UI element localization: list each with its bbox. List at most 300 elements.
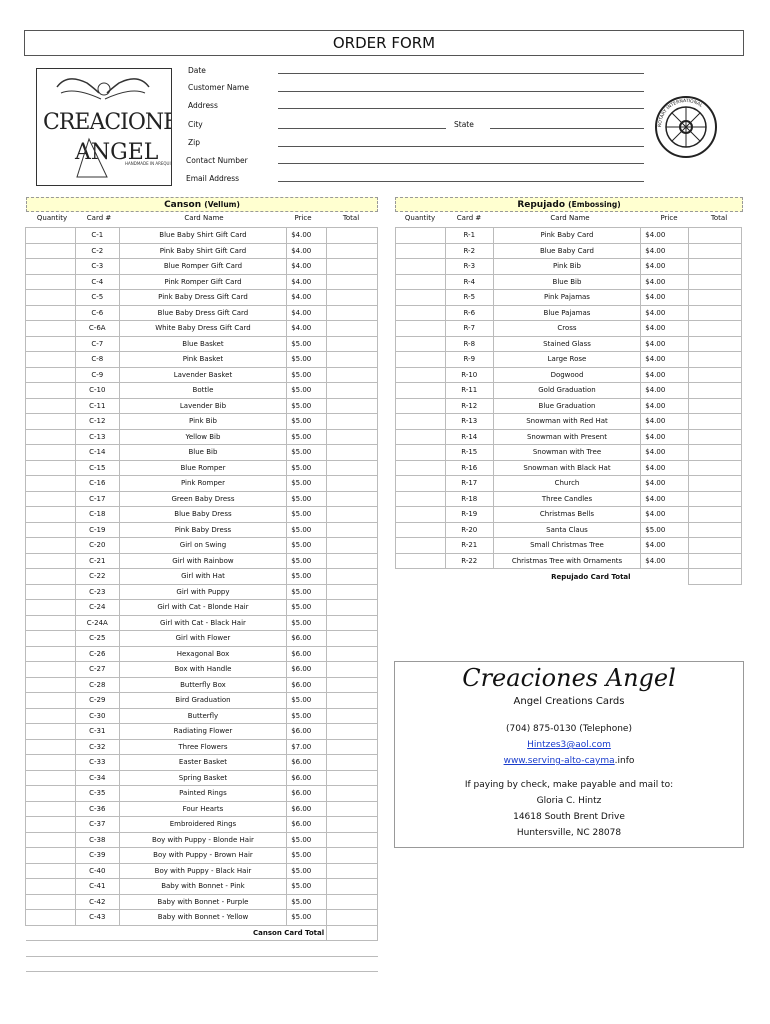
total-cell[interactable] [327, 429, 378, 445]
quantity-cell[interactable] [26, 724, 76, 740]
card-name-cell: Pink Basket [119, 352, 287, 368]
price-cell: $5.00 [287, 491, 327, 507]
quantity-cell[interactable] [26, 290, 76, 306]
card-name-cell: Boy with Puppy - Black Hair [119, 863, 287, 879]
website-link[interactable]: www.serving-alto-cayma [503, 756, 615, 766]
price-cell: $4.00 [287, 290, 327, 306]
card-number-cell: C-10 [75, 383, 119, 399]
total-cell[interactable] [689, 290, 742, 306]
total-cell[interactable] [327, 569, 378, 585]
price-cell: $5.00 [287, 352, 327, 368]
table-row [26, 414, 378, 430]
table-row [26, 879, 378, 895]
price-cell: $5.00 [287, 476, 327, 492]
payee-street: 14618 South Brent Drive [513, 812, 625, 822]
quantity-cell[interactable] [26, 910, 76, 926]
canson-section-header [26, 197, 378, 212]
table-row [396, 429, 742, 445]
card-number-cell: C-2 [75, 243, 119, 259]
total-cell[interactable] [689, 383, 742, 399]
city-field[interactable] [278, 128, 446, 129]
card-name-cell: Snowman with Tree [493, 445, 641, 461]
total-cell[interactable] [327, 770, 378, 786]
quantity-cell[interactable] [396, 367, 446, 383]
quantity-cell[interactable] [26, 507, 76, 523]
total-cell[interactable] [689, 476, 742, 492]
price-cell: $6.00 [287, 662, 327, 678]
total-cell[interactable] [327, 383, 378, 399]
quantity-cell[interactable] [26, 600, 76, 616]
card-number-cell: R-2 [445, 243, 493, 259]
quantity-cell[interactable] [26, 398, 76, 414]
quantity-cell[interactable] [26, 538, 76, 554]
quantity-cell[interactable] [26, 693, 76, 709]
card-number-cell: R-4 [445, 274, 493, 290]
price-cell: $6.00 [287, 770, 327, 786]
card-name-cell: Bird Graduation [119, 693, 287, 709]
table-row [396, 243, 742, 259]
quantity-cell[interactable] [26, 305, 76, 321]
card-number-cell: R-11 [445, 383, 493, 399]
table-row [26, 677, 378, 693]
total-cell[interactable] [689, 491, 742, 507]
quantity-cell[interactable] [396, 538, 446, 554]
price-cell: $4.00 [641, 305, 689, 321]
total-cell[interactable] [327, 646, 378, 662]
quantity-cell[interactable] [26, 429, 76, 445]
card-number-cell: C-36 [75, 801, 119, 817]
total-cell[interactable] [327, 352, 378, 368]
total-cell[interactable] [689, 445, 742, 461]
total-cell[interactable] [327, 367, 378, 383]
price-cell: $4.00 [641, 414, 689, 430]
table-row [26, 243, 378, 259]
quantity-cell[interactable] [26, 383, 76, 399]
price-cell: $4.00 [287, 321, 327, 337]
total-cell[interactable] [689, 243, 742, 259]
canson-total-value[interactable] [327, 925, 378, 941]
quantity-cell[interactable] [26, 460, 76, 476]
quantity-cell[interactable] [396, 398, 446, 414]
card-name-cell: Girl with Puppy [119, 584, 287, 600]
table-row [26, 460, 378, 476]
total-cell[interactable] [689, 553, 742, 569]
price-cell: $4.00 [641, 538, 689, 554]
total-row [26, 925, 378, 941]
card-name-cell: Girl with Cat - Black Hair [119, 615, 287, 631]
table-row [396, 398, 742, 414]
card-number-cell: C-16 [75, 476, 119, 492]
quantity-cell[interactable] [396, 305, 446, 321]
payee-city: Huntersville, NC 28078 [516, 828, 622, 838]
quantity-cell[interactable] [26, 553, 76, 569]
quantity-cell[interactable] [26, 662, 76, 678]
quantity-cell[interactable] [26, 336, 76, 352]
card-number-cell: R-21 [445, 538, 493, 554]
total-cell[interactable] [689, 398, 742, 414]
card-number-cell: C-3 [75, 259, 119, 275]
repujado-card-name-header: Card Name [550, 214, 590, 222]
repujado-quantity-header: Quantity [404, 214, 436, 222]
quantity-cell[interactable] [26, 832, 76, 848]
card-name-cell: Snowman with Present [493, 429, 641, 445]
total-cell[interactable] [327, 476, 378, 492]
card-name-cell: Blue Romper [119, 460, 287, 476]
card-number-cell: C-27 [75, 662, 119, 678]
quantity-cell[interactable] [26, 817, 76, 833]
total-cell[interactable] [327, 786, 378, 802]
table-row [26, 476, 378, 492]
price-cell: $5.00 [641, 522, 689, 538]
price-cell: $6.00 [287, 755, 327, 771]
total-cell[interactable] [327, 708, 378, 724]
quantity-cell[interactable] [26, 352, 76, 368]
price-cell: $6.00 [287, 817, 327, 833]
date-field[interactable] [278, 73, 644, 74]
card-name-cell: Pink Romper [119, 476, 287, 492]
card-name-cell: Baby with Bonnet - Yellow [119, 910, 287, 926]
card-name-cell: Three Candles [493, 491, 641, 507]
table-row [396, 321, 742, 337]
card-name-cell: Girl with Hat [119, 569, 287, 585]
total-cell[interactable] [689, 305, 742, 321]
total-cell[interactable] [327, 894, 378, 910]
price-cell: $4.00 [641, 321, 689, 337]
price-cell: $4.00 [641, 429, 689, 445]
price-cell: $7.00 [287, 739, 327, 755]
quantity-cell[interactable] [26, 770, 76, 786]
quantity-cell[interactable] [26, 631, 76, 647]
canson-quantity-header: Quantity [36, 214, 68, 222]
total-cell[interactable] [689, 352, 742, 368]
quantity-cell[interactable] [26, 274, 76, 290]
total-cell[interactable] [327, 491, 378, 507]
canson-subtitle: (Vellum) [204, 200, 240, 209]
table-row [26, 693, 378, 709]
price-cell: $4.00 [641, 460, 689, 476]
price-cell: $4.00 [641, 367, 689, 383]
card-number-cell: R-5 [445, 290, 493, 306]
repujado-total-label: Repujado Card Total [551, 572, 631, 581]
card-number-cell: C-33 [75, 755, 119, 771]
card-number-cell: C-43 [75, 910, 119, 926]
quantity-cell[interactable] [26, 491, 76, 507]
card-number-cell: C-22 [75, 569, 119, 585]
price-cell: $5.00 [287, 553, 327, 569]
total-cell[interactable] [327, 538, 378, 554]
card-number-cell: R-9 [445, 352, 493, 368]
card-number-cell: C-13 [75, 429, 119, 445]
table-row [26, 863, 378, 879]
quantity-cell[interactable] [396, 445, 446, 461]
card-number-cell: C-39 [75, 848, 119, 864]
table-row [26, 321, 378, 337]
total-cell[interactable] [327, 414, 378, 430]
quantity-cell[interactable] [26, 522, 76, 538]
quantity-cell[interactable] [26, 476, 76, 492]
card-name-cell: Three Flowers [119, 739, 287, 755]
card-name-cell: Girl with Rainbow [119, 553, 287, 569]
address-label: Address [188, 101, 218, 110]
table-row [396, 553, 742, 569]
card-number-cell: C-38 [75, 832, 119, 848]
total-cell[interactable] [327, 507, 378, 523]
card-number-cell: C-42 [75, 894, 119, 910]
card-number-cell: C-23 [75, 584, 119, 600]
total-cell[interactable] [327, 879, 378, 895]
card-name-cell: Girl with Cat - Blonde Hair [119, 600, 287, 616]
table-row [396, 522, 742, 538]
quantity-cell[interactable] [396, 290, 446, 306]
total-cell[interactable] [689, 367, 742, 383]
total-cell[interactable] [327, 321, 378, 337]
total-cell[interactable] [327, 398, 378, 414]
total-cell[interactable] [689, 336, 742, 352]
quantity-cell[interactable] [26, 569, 76, 585]
quantity-cell[interactable] [26, 677, 76, 693]
quantity-cell[interactable] [396, 336, 446, 352]
quantity-cell[interactable] [26, 445, 76, 461]
zip-field[interactable] [278, 146, 644, 147]
total-cell[interactable] [689, 259, 742, 275]
table-row [26, 646, 378, 662]
card-name-cell: Pink Pajamas [493, 290, 641, 306]
card-number-cell: C-37 [75, 817, 119, 833]
total-cell[interactable] [327, 662, 378, 678]
logo-word-1: CREACION [43, 110, 164, 135]
card-number-cell: R-19 [445, 507, 493, 523]
table-row [26, 631, 378, 647]
quantity-cell[interactable] [26, 584, 76, 600]
table-row [396, 259, 742, 275]
card-number-cell: C-17 [75, 491, 119, 507]
total-cell[interactable] [327, 693, 378, 709]
total-cell[interactable] [327, 848, 378, 864]
card-name-cell: Blue Bib [493, 274, 641, 290]
total-cell[interactable] [327, 724, 378, 740]
price-cell: $5.00 [287, 894, 327, 910]
blank-row [26, 956, 378, 972]
card-number-cell: C-34 [75, 770, 119, 786]
quantity-cell[interactable] [26, 894, 76, 910]
total-cell[interactable] [327, 522, 378, 538]
table-row [26, 274, 378, 290]
table-row [396, 352, 742, 368]
total-cell[interactable] [327, 274, 378, 290]
quantity-cell[interactable] [26, 786, 76, 802]
quantity-cell[interactable] [26, 259, 76, 275]
table-row [396, 491, 742, 507]
total-cell[interactable] [327, 631, 378, 647]
card-number-cell: C-32 [75, 739, 119, 755]
card-name-cell: Blue Baby Dress [119, 507, 287, 523]
table-row [26, 755, 378, 771]
card-number-cell: C-21 [75, 553, 119, 569]
total-cell[interactable] [327, 259, 378, 275]
card-name-cell: Painted Rings [119, 786, 287, 802]
card-number-cell: R-8 [445, 336, 493, 352]
canson-price-header: Price [294, 214, 312, 222]
quantity-cell[interactable] [396, 491, 446, 507]
quantity-cell[interactable] [396, 429, 446, 445]
card-number-cell: R-20 [445, 522, 493, 538]
quantity-cell[interactable] [396, 553, 446, 569]
total-cell[interactable] [327, 801, 378, 817]
brand-name: Creaciones Angel [462, 664, 676, 692]
total-cell[interactable] [327, 832, 378, 848]
state-label: State [454, 120, 474, 129]
table-row [26, 290, 378, 306]
price-cell: $5.00 [287, 414, 327, 430]
total-cell[interactable] [689, 522, 742, 538]
total-cell[interactable] [689, 321, 742, 337]
total-cell[interactable] [327, 553, 378, 569]
total-cell[interactable] [327, 755, 378, 771]
table-row [26, 569, 378, 585]
card-name-cell: Snowman with Red Hat [493, 414, 641, 430]
total-cell[interactable] [689, 414, 742, 430]
price-cell: $5.00 [287, 584, 327, 600]
quantity-cell[interactable] [396, 507, 446, 523]
quantity-cell[interactable] [26, 801, 76, 817]
price-cell: $4.00 [641, 398, 689, 414]
total-cell[interactable] [327, 290, 378, 306]
card-name-cell: Pink Baby Dress [119, 522, 287, 538]
total-cell[interactable] [689, 538, 742, 554]
address-field[interactable] [278, 108, 644, 109]
total-cell[interactable] [689, 228, 742, 244]
total-cell[interactable] [327, 460, 378, 476]
card-number-cell: R-13 [445, 414, 493, 430]
table-row [26, 662, 378, 678]
quantity-cell[interactable] [396, 522, 446, 538]
price-cell: $5.00 [287, 383, 327, 399]
card-name-cell: Blue Basket [119, 336, 287, 352]
total-cell[interactable] [327, 336, 378, 352]
card-name-cell: Yellow Bib [119, 429, 287, 445]
table-row [26, 910, 378, 926]
quantity-cell[interactable] [396, 259, 446, 275]
canson-total-header: Total [342, 214, 360, 222]
table-row [26, 522, 378, 538]
card-number-cell: C-1 [75, 228, 119, 244]
quantity-cell[interactable] [26, 863, 76, 879]
email-address-field[interactable] [278, 181, 644, 182]
quantity-cell[interactable] [396, 274, 446, 290]
total-cell[interactable] [689, 460, 742, 476]
card-name-cell: Christmas Bells [493, 507, 641, 523]
table-row [26, 553, 378, 569]
card-number-cell: R-14 [445, 429, 493, 445]
total-cell[interactable] [327, 817, 378, 833]
total-cell[interactable] [327, 739, 378, 755]
total-cell[interactable] [327, 600, 378, 616]
quantity-cell[interactable] [26, 228, 76, 244]
email-link[interactable]: Hintzes3@aol.com [527, 740, 611, 750]
total-cell[interactable] [327, 305, 378, 321]
quantity-cell[interactable] [26, 708, 76, 724]
quantity-cell[interactable] [26, 414, 76, 430]
price-cell: $6.00 [287, 801, 327, 817]
quantity-cell[interactable] [26, 755, 76, 771]
table-row [26, 848, 378, 864]
quantity-cell[interactable] [26, 321, 76, 337]
card-name-cell: White Baby Dress Gift Card [119, 321, 287, 337]
table-row [396, 336, 742, 352]
repujado-total-header: Total [710, 214, 728, 222]
card-name-cell: Large Rose [493, 352, 641, 368]
quantity-cell[interactable] [396, 228, 446, 244]
card-number-cell: R-1 [445, 228, 493, 244]
repujado-total-value[interactable] [689, 569, 742, 585]
total-cell[interactable] [327, 677, 378, 693]
quantity-cell[interactable] [26, 739, 76, 755]
price-cell: $4.00 [641, 491, 689, 507]
total-cell[interactable] [689, 274, 742, 290]
total-cell[interactable] [327, 584, 378, 600]
total-cell[interactable] [689, 429, 742, 445]
quantity-cell[interactable] [26, 367, 76, 383]
quantity-cell[interactable] [396, 321, 446, 337]
card-name-cell: Pink Bib [119, 414, 287, 430]
quantity-cell[interactable] [396, 383, 446, 399]
price-cell: $4.00 [641, 259, 689, 275]
repujado-subtitle: (Embossing) [568, 200, 621, 209]
contact-number-label: Contact Number [186, 156, 248, 165]
table-row [26, 429, 378, 445]
card-name-cell: Stained Glass [493, 336, 641, 352]
customer-name-field[interactable] [278, 91, 644, 92]
card-name-cell: Pink Baby Card [493, 228, 641, 244]
total-cell[interactable] [689, 507, 742, 523]
table-row [26, 832, 378, 848]
quantity-cell[interactable] [396, 476, 446, 492]
repujado-card-no-header: Card # [456, 214, 482, 222]
total-cell[interactable] [327, 863, 378, 879]
total-cell[interactable] [327, 243, 378, 259]
price-cell: $4.00 [641, 336, 689, 352]
quantity-cell[interactable] [26, 879, 76, 895]
quantity-cell[interactable] [26, 848, 76, 864]
state-field[interactable] [490, 128, 644, 129]
quantity-cell[interactable] [396, 243, 446, 259]
quantity-cell[interactable] [26, 615, 76, 631]
repujado-price-header: Price [660, 214, 678, 222]
table-row [26, 786, 378, 802]
table-row [26, 507, 378, 523]
total-cell[interactable] [327, 228, 378, 244]
quantity-cell[interactable] [26, 243, 76, 259]
repujado-section-header [395, 197, 743, 212]
card-name-cell: Bottle [119, 383, 287, 399]
total-cell[interactable] [327, 615, 378, 631]
contact-number-field[interactable] [278, 163, 644, 164]
total-cell[interactable] [327, 910, 378, 926]
price-cell: $4.00 [641, 445, 689, 461]
card-number-cell: C-35 [75, 786, 119, 802]
quantity-cell[interactable] [396, 460, 446, 476]
card-number-cell: R-10 [445, 367, 493, 383]
quantity-cell[interactable] [396, 352, 446, 368]
card-name-cell: Small Christmas Tree [493, 538, 641, 554]
price-cell: $4.00 [641, 476, 689, 492]
table-row [26, 259, 378, 275]
total-cell[interactable] [327, 445, 378, 461]
table-row [26, 367, 378, 383]
price-cell: $6.00 [287, 786, 327, 802]
quantity-cell[interactable] [26, 646, 76, 662]
quantity-cell[interactable] [396, 414, 446, 430]
